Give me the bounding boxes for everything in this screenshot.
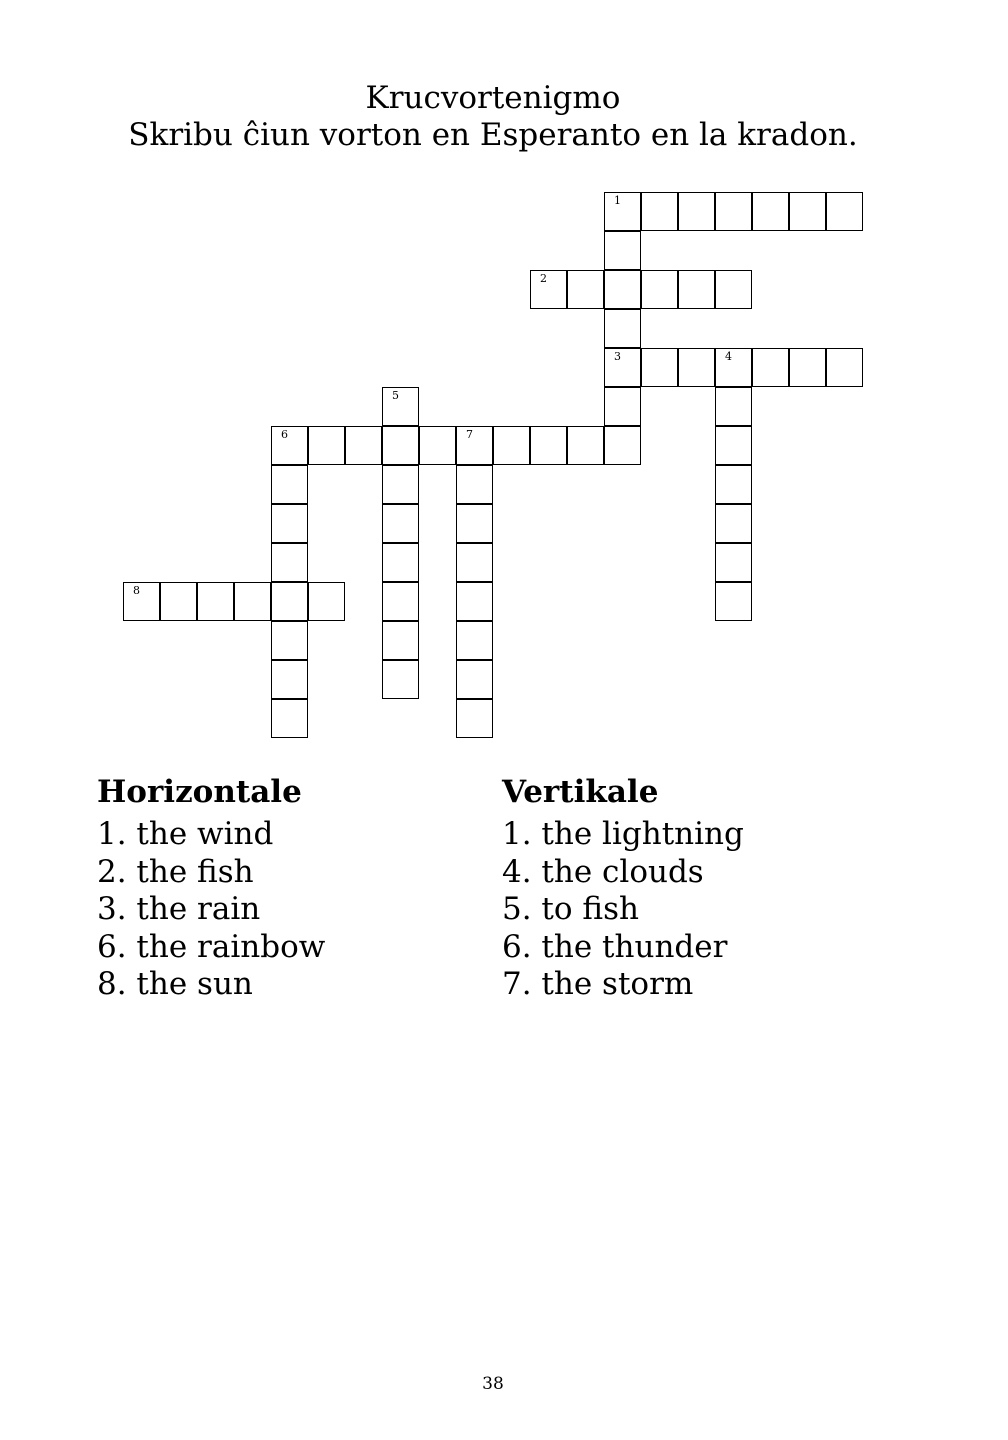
clue-number: 3 xyxy=(614,350,621,363)
down-heading: Vertikale xyxy=(502,774,659,810)
grid-cell[interactable] xyxy=(271,621,308,660)
down-clue: 7. the storm xyxy=(502,966,694,1002)
grid-cell[interactable] xyxy=(715,348,752,387)
grid-cell[interactable] xyxy=(493,426,530,465)
grid-cell[interactable] xyxy=(641,348,678,387)
across-clue: 8. the sun xyxy=(97,966,253,1002)
across-heading: Horizontale xyxy=(97,774,302,810)
across-clue: 2. the fish xyxy=(97,853,254,890)
grid-cell[interactable] xyxy=(308,426,345,465)
grid-cell[interactable] xyxy=(160,582,197,621)
grid-cell[interactable] xyxy=(678,270,715,309)
grid-cell[interactable] xyxy=(752,192,789,231)
clue-number: 6 xyxy=(281,428,288,441)
grid-cell[interactable] xyxy=(530,426,567,465)
grid-cell[interactable] xyxy=(382,621,419,660)
grid-cell[interactable] xyxy=(271,660,308,699)
grid-cell[interactable] xyxy=(345,426,382,465)
grid-cell[interactable] xyxy=(604,387,641,426)
grid-cell[interactable] xyxy=(567,426,604,465)
page-number: 38 xyxy=(482,1374,504,1394)
grid-cell[interactable] xyxy=(789,192,826,231)
grid-cell[interactable] xyxy=(826,348,863,387)
grid-cell[interactable] xyxy=(789,348,826,387)
grid-cell[interactable] xyxy=(123,582,160,621)
grid-cell[interactable] xyxy=(715,426,752,465)
grid-cell[interactable] xyxy=(456,426,493,465)
grid-cell[interactable] xyxy=(271,504,308,543)
grid-cell[interactable] xyxy=(715,543,752,582)
grid-cell[interactable] xyxy=(604,426,641,465)
grid-cell[interactable] xyxy=(456,582,493,621)
grid-cell[interactable] xyxy=(382,504,419,543)
grid-cell[interactable] xyxy=(530,270,567,309)
down-clue-list xyxy=(502,816,744,1004)
instruction-text: Skribu ĉiun vorton en Esperanto en la kradon. xyxy=(128,117,858,153)
grid-cell[interactable] xyxy=(197,582,234,621)
grid-cell[interactable] xyxy=(567,270,604,309)
grid-cell[interactable] xyxy=(456,504,493,543)
down-clue: 5. to fish xyxy=(502,891,639,927)
grid-cell[interactable] xyxy=(382,543,419,582)
grid-cell[interactable] xyxy=(715,504,752,543)
grid-cell[interactable] xyxy=(715,192,752,231)
grid-cell[interactable] xyxy=(271,582,308,621)
grid-cell[interactable] xyxy=(271,426,308,465)
across-clue: 1. the wind xyxy=(97,816,274,852)
down-clue: 6. the thunder xyxy=(502,928,728,965)
across-clue: 6. the rainbow xyxy=(97,928,326,965)
page-title: Krucvortenigmo xyxy=(365,80,621,116)
grid-cell[interactable] xyxy=(382,660,419,699)
grid-cell[interactable] xyxy=(604,231,641,270)
grid-cell[interactable] xyxy=(604,270,641,309)
clue-number: 2 xyxy=(540,272,547,285)
grid-cell[interactable] xyxy=(715,270,752,309)
grid-cell[interactable] xyxy=(604,348,641,387)
grid-cell[interactable] xyxy=(382,465,419,504)
down-clue: 1. the lightning xyxy=(502,816,744,852)
down-clue: 4. the clouds xyxy=(502,853,704,890)
grid-cell[interactable] xyxy=(234,582,271,621)
grid-cell[interactable] xyxy=(382,387,419,426)
clue-number: 4 xyxy=(725,350,732,363)
clue-number: 1 xyxy=(614,194,621,207)
grid-cell[interactable] xyxy=(678,192,715,231)
grid-cell[interactable] xyxy=(715,582,752,621)
grid-cell[interactable] xyxy=(419,426,456,465)
grid-cell[interactable] xyxy=(382,582,419,621)
grid-cell[interactable] xyxy=(715,387,752,426)
grid-cell[interactable] xyxy=(456,543,493,582)
grid-cell[interactable] xyxy=(271,543,308,582)
grid-cell[interactable] xyxy=(456,699,493,738)
grid-cell[interactable] xyxy=(308,582,345,621)
grid-cell[interactable] xyxy=(678,348,715,387)
grid-cell[interactable] xyxy=(456,621,493,660)
clue-number: 8 xyxy=(133,584,140,597)
grid-cell[interactable] xyxy=(604,309,641,348)
grid-cell[interactable] xyxy=(604,192,641,231)
grid-cell[interactable] xyxy=(826,192,863,231)
grid-cell[interactable] xyxy=(456,465,493,504)
grid-cell[interactable] xyxy=(271,465,308,504)
grid-cell[interactable] xyxy=(641,192,678,231)
grid-cell[interactable] xyxy=(752,348,789,387)
clue-number: 5 xyxy=(392,389,399,402)
across-clue-list xyxy=(97,816,325,1004)
across-clue: 3. the rain xyxy=(97,891,261,927)
grid-cell[interactable] xyxy=(715,465,752,504)
grid-cell[interactable] xyxy=(382,426,419,465)
clue-number: 7 xyxy=(466,428,473,441)
grid-cell[interactable] xyxy=(271,699,308,738)
grid-cell[interactable] xyxy=(456,660,493,699)
grid-cell[interactable] xyxy=(641,270,678,309)
